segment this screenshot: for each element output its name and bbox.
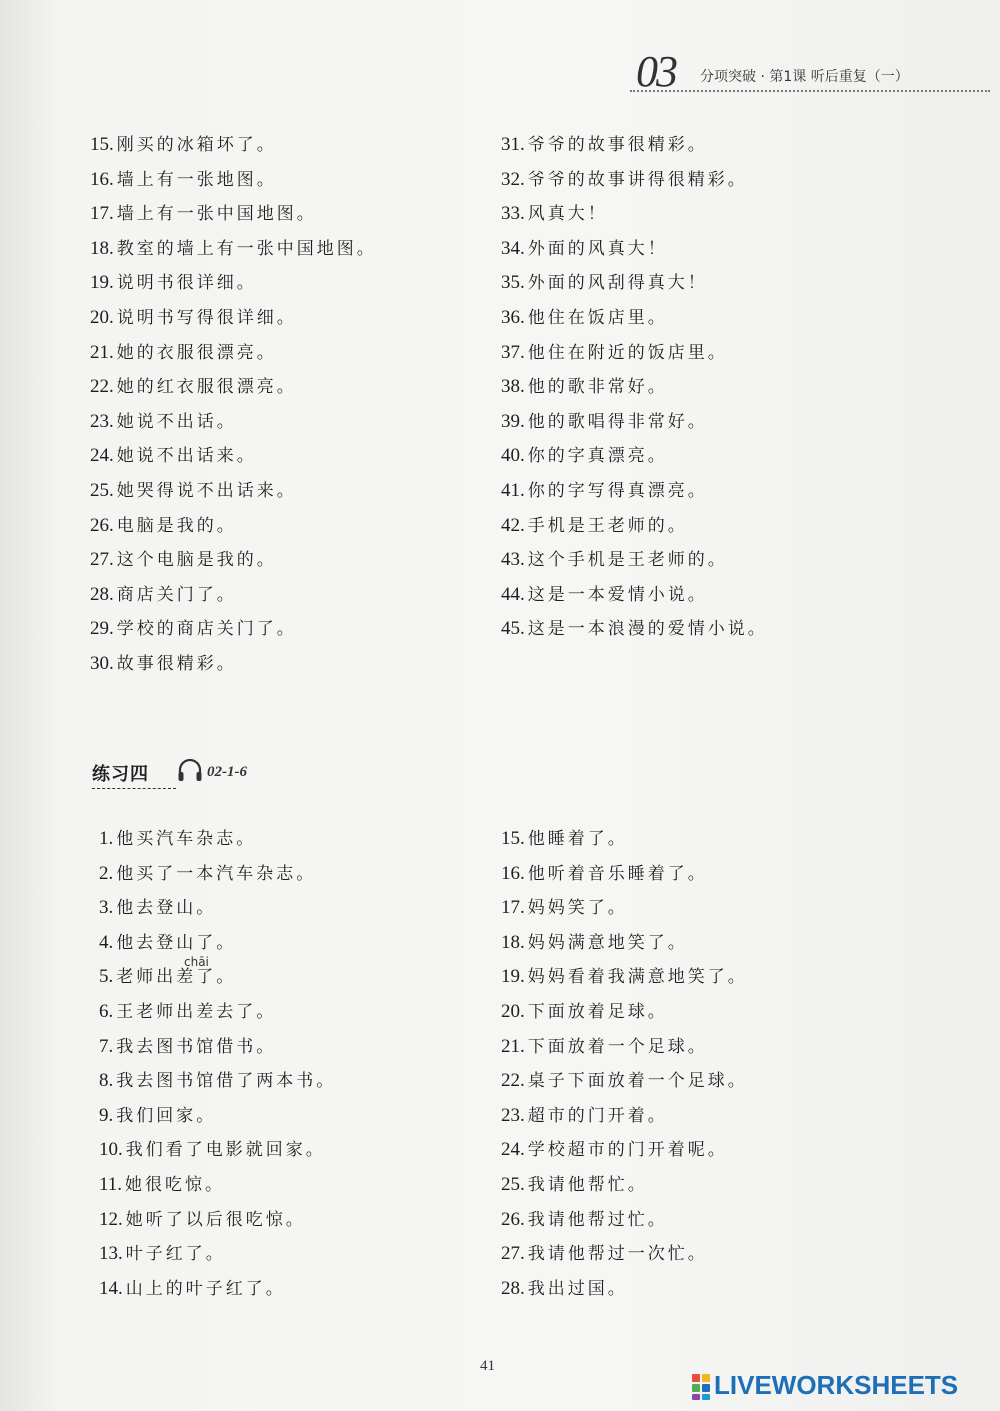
list-item [90,410,237,434]
item-number: 24. [501,1139,525,1161]
item-number: 30. [90,653,114,674]
item-sentence: 你的字写得真漂亮。 [527,481,708,501]
item-sentence: 你的字真漂亮。 [527,446,668,467]
item-sentence: 故事很精彩。 [116,654,237,674]
list-item [501,896,628,920]
list-item [501,862,708,886]
item-number: 25. [501,1174,525,1195]
list-item [501,1208,668,1232]
item-sentence: 他听着音乐睡着了。 [527,863,708,884]
item-number: 22. [90,376,114,398]
list-item [501,1069,748,1093]
list-item [501,444,668,468]
list-item [501,375,668,399]
item-number: 20. [90,307,114,328]
list-item [501,133,708,157]
liveworksheets-logo [688,1370,988,1404]
logo-mark-icon [692,1374,712,1400]
list-item [90,514,237,538]
item-number: 28. [90,583,114,605]
list-item [99,1242,226,1266]
item-number: 19. [501,966,525,988]
page-number: 41 [480,1358,495,1374]
item-number: 43. [501,549,525,571]
item-number: 37. [501,341,525,363]
item-sentence: 手机是王老师的。 [527,515,688,536]
list-item [501,1242,708,1266]
list-item [501,1138,728,1162]
item-sentence: 墙上有一张地图。 [116,169,277,190]
list-item [99,1138,326,1162]
list-item [90,237,377,261]
item-number: 13. [99,1243,123,1265]
item-number: 36. [501,307,525,328]
list-item [90,271,257,295]
item-sentence: 这个电脑是我的。 [116,550,277,571]
list-item [90,341,277,365]
item-number: 42. [501,514,525,536]
item-sentence: 她的衣服很漂亮。 [116,342,277,363]
logo-text: LIVEWORKSHEETS [714,1370,959,1400]
item-number: 3. [99,897,114,919]
item-number: 9. [99,1104,114,1126]
item-number: 16. [501,862,525,884]
item-number: 32. [501,168,525,190]
item-sentence: 学校的商店关门了。 [116,619,297,640]
list-item [99,965,236,989]
item-number: 38. [501,376,525,398]
item-number: 25. [90,480,114,501]
item-number: 34. [501,237,525,259]
item-number: 2. [99,862,114,884]
item-number: 5. [99,966,114,988]
item-number: 33. [501,203,525,225]
item-sentence: 他的歌非常好。 [527,377,668,398]
item-number: 28. [501,1277,525,1299]
item-sentence: 他住在附近的饭店里。 [527,342,728,363]
item-sentence: 我请他帮过一次忙。 [527,1244,708,1265]
item-number: 11. [99,1174,123,1195]
item-number: 35. [501,272,525,294]
item-number: 26. [501,1208,525,1230]
list-item [501,1035,708,1059]
headphone-icon[interactable] [176,756,204,784]
item-number: 21. [501,1035,525,1057]
item-sentence: 学校超市的门开着呢。 [527,1140,728,1161]
list-item [90,133,277,157]
item-sentence: 妈妈满意地笑了。 [527,932,688,953]
item-number: 20. [501,1001,525,1022]
item-sentence: 王老师出差去了。 [116,1002,277,1022]
item-sentence: 他买了一本汽车杂志。 [116,863,317,884]
item-sentence: 他睡着了。 [527,829,628,849]
item-sentence: 说明书很详细。 [116,273,257,294]
item-sentence: 我们看了电影就回家。 [125,1140,326,1161]
item-sentence: 我去图书馆借书。 [116,1036,277,1057]
item-sentence: 超市的门开着。 [527,1105,668,1126]
item-number: 26. [90,514,114,536]
item-number: 24. [90,445,114,467]
item-number: 41. [501,480,525,501]
item-number: 27. [90,549,114,571]
item-sentence: 我们回家。 [116,1105,217,1126]
header-divider [630,90,990,92]
item-sentence: 她听了以后很吃惊。 [125,1209,306,1230]
list-item [99,1173,225,1197]
item-sentence: 我出过国。 [527,1278,628,1299]
list-item [90,202,317,226]
list-item [90,306,297,330]
item-sentence: 妈妈笑了。 [527,898,628,919]
list-item [501,168,748,192]
list-item [501,1104,668,1128]
list-item [501,827,628,851]
list-item [501,271,708,295]
list-item [99,1069,336,1093]
item-sentence: 墙上有一张中国地图。 [116,204,317,225]
item-sentence: 电脑是我的。 [116,515,237,536]
item-sentence: 这是一本爱情小说。 [527,584,708,605]
list-item [501,617,768,641]
item-sentence: 我去图书馆借了两本书。 [116,1071,337,1092]
item-sentence: 外面的风刮得真大！ [527,273,708,294]
list-item [501,306,668,330]
list-item [501,341,728,365]
list-item [99,827,256,851]
item-sentence: 她说不出话。 [116,411,237,432]
item-sentence: 说明书写得很详细。 [116,308,297,328]
item-sentence: 她的红衣服很漂亮。 [116,377,297,398]
item-number: 23. [90,410,114,432]
audio-track-label: 02-1-6 [207,764,247,780]
item-sentence: 桌子下面放着一个足球。 [527,1071,748,1092]
list-item [90,652,237,676]
item-number: 1. [99,828,114,849]
item-number: 40. [501,445,525,467]
list-item [99,1035,276,1059]
item-sentence: 这个手机是王老师的。 [527,550,728,571]
list-item [90,444,257,468]
item-number: 21. [90,341,114,363]
item-number: 7. [99,1035,114,1057]
item-number: 23. [501,1104,525,1126]
item-number: 14. [99,1277,123,1299]
item-number: 39. [501,410,525,432]
list-item [501,548,728,572]
item-sentence: 教室的墙上有一张中国地图。 [116,238,377,259]
item-number: 18. [90,237,114,259]
item-number: 22. [501,1070,525,1092]
list-item [99,1277,286,1301]
item-sentence: 她哭得说不出话来。 [116,481,297,501]
item-sentence: 这是一本浪漫的爱情小说。 [527,619,768,640]
item-number: 27. [501,1243,525,1265]
list-item [501,931,688,955]
item-number: 31. [501,134,525,155]
list-item [501,202,608,226]
item-number: 8. [99,1070,114,1092]
item-number: 4. [99,931,114,953]
list-item [99,1104,216,1128]
list-item [501,237,668,261]
list-item [99,931,236,955]
item-number: 16. [90,168,114,190]
item-number: 10. [99,1139,123,1161]
item-sentence: 刚买的冰箱坏了。 [116,135,277,155]
item-number: 15. [90,134,114,155]
chapter-number: 03 [636,47,676,96]
list-item [99,1000,276,1024]
item-sentence: 山上的叶子红了。 [125,1278,286,1299]
item-sentence: 老师出差了。 [116,967,237,988]
list-item [99,862,316,886]
item-sentence: 下面放着一个足球。 [527,1036,708,1057]
item-sentence: 外面的风真大！ [527,238,668,259]
list-item [501,1000,668,1024]
list-item [99,1208,306,1232]
item-number: 18. [501,931,525,953]
item-number: 15. [501,828,525,849]
list-item [90,168,277,192]
list-item [90,617,297,641]
page-header [630,48,1000,98]
item-sentence: 我请他帮过忙。 [527,1209,668,1230]
item-sentence: 下面放着足球。 [527,1002,668,1022]
item-number: 17. [501,897,525,919]
item-sentence: 她说不出话来。 [116,446,257,467]
list-item [501,479,708,503]
list-item [90,479,297,503]
item-sentence: 她很吃惊。 [125,1175,226,1195]
item-number: 19. [90,272,114,294]
list-item [501,410,708,434]
item-sentence: 他买汽车杂志。 [116,829,257,849]
item-sentence: 他去登山。 [116,898,217,919]
list-item [501,1173,648,1197]
list-item [90,375,297,399]
list-item [90,583,237,607]
list-item [501,1277,628,1301]
item-sentence: 爷爷的故事讲得很精彩。 [527,169,748,190]
item-sentence: 爷爷的故事很精彩。 [527,135,708,155]
item-number: 44. [501,583,525,605]
item-sentence: 风真大！ [527,204,608,225]
item-sentence: 叶子红了。 [125,1244,226,1265]
pinyin-annotation: chāi [184,955,209,969]
list-item [501,965,748,989]
item-number: 29. [90,618,114,640]
item-sentence: 妈妈看着我满意地笑了。 [527,967,748,988]
item-sentence: 他住在饭店里。 [527,308,668,328]
item-number: 45. [501,618,525,640]
list-item [501,514,688,538]
item-sentence: 商店关门了。 [116,584,237,605]
list-item [99,896,216,920]
item-sentence: 我请他帮忙。 [527,1175,648,1195]
list-item [90,548,277,572]
item-number: 12. [99,1208,123,1230]
list-item [501,583,708,607]
item-number: 6. [99,1001,114,1022]
item-number: 17. [90,203,114,225]
item-sentence: 他去登山了。 [116,932,237,953]
header-title: 分项突破 · 第1课 听后重复（一） [700,69,909,85]
item-sentence: 他的歌唱得非常好。 [527,411,708,432]
section-title: 练习四 [92,760,176,789]
